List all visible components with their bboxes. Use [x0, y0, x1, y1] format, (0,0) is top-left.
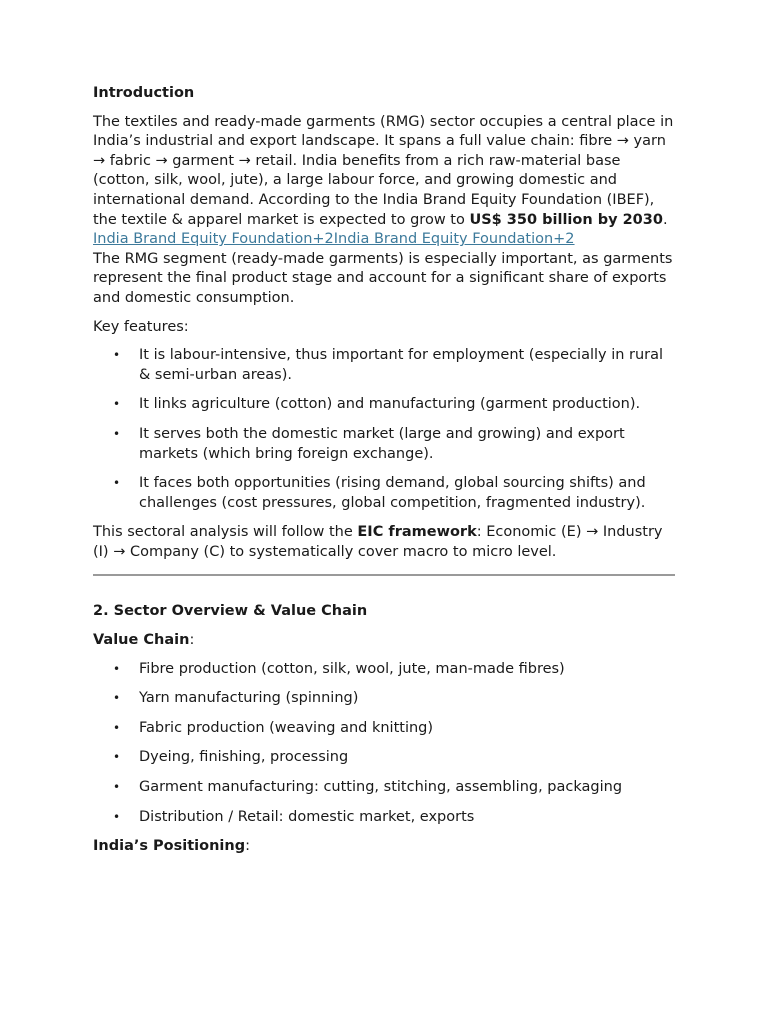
key-features-label: Key features: — [93, 318, 189, 335]
positioning-label — [93, 837, 678, 857]
bullet-icon: • — [113, 720, 121, 735]
list-item-text: Fibre production (cotton, silk, wool, jute, man-made fibres) — [139, 660, 565, 677]
market-size-highlight: US$ 350 billion by 2030 — [469, 211, 663, 228]
bullet-icon: • — [113, 397, 121, 412]
list-item-text: Distribution / Retail: domestic market, exports — [139, 808, 475, 825]
list-item — [93, 719, 678, 739]
source-link[interactable]: India Brand Equity Foundation+2India Brand Equity Foundation+2 — [93, 231, 575, 248]
value-chain-label — [93, 631, 678, 651]
list-item-text: Fabric production (weaving and knitting) — [139, 719, 434, 736]
bullet-icon: • — [113, 750, 121, 765]
bullet-icon: • — [113, 348, 121, 363]
list-item — [93, 808, 678, 828]
list-item-text: It links agriculture (cotton) and manufacturing (garment production). — [139, 396, 641, 413]
document-page — [93, 84, 678, 857]
positioning-label-text: India’s Positioning — [93, 838, 246, 855]
bullet-icon: • — [113, 809, 121, 824]
bullet-icon: • — [113, 691, 121, 706]
bullet-icon: • — [113, 661, 121, 676]
intro-paragraph-text: The textiles and ready-made garments (RMG) sector occupies a central place in India’s industrial and export landscape. It spans a full value chain: fibre → yarn → fabric → garment → retail. India benefits from a rich raw-material base (cotton, silk, wool, jute), a large labour force, and growing domestic and international demand. According to the India Brand Equity Foundation (IBEF), the textile & apparel market is expected to grow to — [93, 113, 674, 228]
intro-paragraph — [93, 113, 678, 250]
positioning-colon: : — [245, 838, 250, 855]
value-chain-list — [93, 660, 678, 828]
eic-text-after: : Economic (E) → Industry (I) → Company (C) to systematically cover macro to micro level. — [93, 524, 663, 560]
bullet-icon: • — [113, 476, 121, 491]
list-item-text: It serves both the domestic market (large and growing) and export markets (which bring foreign exchange). — [139, 425, 625, 462]
section-heading-overview: 2. Sector Overview & Value Chain — [93, 603, 368, 620]
list-item-text: It faces both opportunities (rising demand, global sourcing shifts) and challenges (cost pressures, global competition, fragmented industry). — [139, 475, 646, 511]
list-item — [93, 346, 678, 385]
list-item — [93, 660, 678, 680]
eic-text-before: This sectoral analysis will follow the — [93, 524, 358, 541]
list-item-text: It is labour-intensive, thus important for employment (especially in rural & semi-urban areas). — [139, 347, 664, 383]
bullet-icon: • — [113, 426, 121, 441]
key-features-list — [93, 346, 678, 513]
value-chain-colon: : — [189, 632, 195, 649]
list-item — [93, 425, 678, 464]
section-divider — [93, 574, 675, 576]
section-heading-introduction: Introduction — [93, 85, 195, 101]
eic-framework-highlight: EIC framework — [357, 524, 477, 541]
rmg-paragraph: The RMG segment (ready-made garments) is especially important, as garments represent the final product stage and account for a significant share of exports and domestic consumption. — [93, 250, 673, 306]
list-item — [93, 474, 678, 513]
bullet-icon: • — [113, 780, 121, 795]
eic-paragraph — [93, 523, 678, 562]
value-chain-label-text: Value Chain — [93, 632, 190, 649]
list-item — [93, 395, 678, 415]
list-item — [93, 778, 678, 798]
list-item — [93, 748, 678, 768]
list-item-text: Dyeing, finishing, processing — [139, 749, 349, 766]
list-item-text: Yarn manufacturing (spinning) — [139, 690, 359, 707]
list-item-text: Garment manufacturing: cutting, stitching, assembling, packaging — [139, 779, 623, 796]
intro-paragraph-period: . — [662, 211, 668, 228]
list-item — [93, 689, 678, 709]
